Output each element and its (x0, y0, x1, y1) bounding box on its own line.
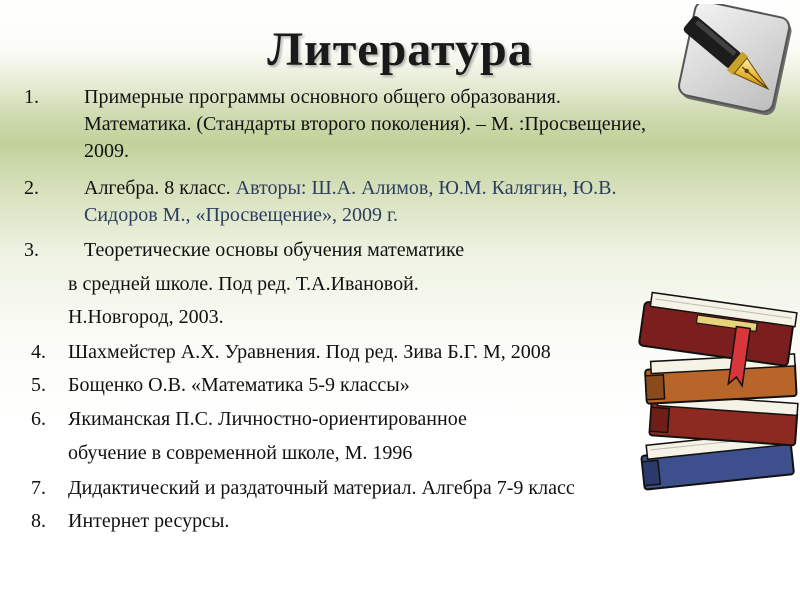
slide-title: Литература (267, 23, 533, 76)
item-6-line-2: обучение в современной школе, М. 1996 (68, 442, 413, 464)
item-number-6: 6. (31, 408, 46, 430)
item-3-line-2: в средней школе. Под ред. Т.А.Ивановой. (68, 273, 419, 295)
item-1-line-1: Примерные программы основного общего образования. (84, 86, 561, 108)
item-2-title: Алгебра. 8 класс. (84, 177, 236, 199)
item-6-line-1: Якиманская П.С. Личностно-ориентированное (68, 408, 467, 430)
item-7-line-1: Дидактический и раздаточный материал. Алгебра 7-9 класс (68, 477, 575, 499)
item-1-line-3: 2009. (84, 140, 129, 162)
item-3-line-3: Н.Новгород, 2003. (68, 306, 224, 328)
item-number-8: 8. (31, 510, 46, 532)
item-2-authors: Авторы: Ш.А. Алимов, Ю.М. Калягин, Ю.В. (235, 177, 617, 199)
item-number-5: 5. (31, 374, 46, 396)
item-2-line-2: Сидоров М., «Просвещение», 2009 г. (84, 204, 398, 226)
item-5-line-1: Бощенко О.В. «Математика 5-9 классы» (68, 374, 410, 396)
item-number-2: 2. (24, 177, 39, 199)
item-1-line-2: Математика. (Стандарты второго поколения). – М. :Просвещение, (84, 113, 646, 135)
item-number-3: 3. (24, 239, 39, 261)
item-number-1: 1. (24, 86, 39, 108)
item-8-line-1: Интернет ресурсы. (68, 510, 230, 532)
item-number-4: 4. (31, 341, 46, 363)
item-number-7: 7. (31, 477, 46, 499)
item-3-line-1: Теоретические основы обучения математике (84, 239, 465, 261)
item-4-line-1: Шахмейстер А.Х. Уравнения. Под ред. Зива Б.Г. М, 2008 (68, 341, 551, 363)
item-2-line-1 (84, 175, 616, 202)
book-stack-icon (636, 278, 800, 510)
